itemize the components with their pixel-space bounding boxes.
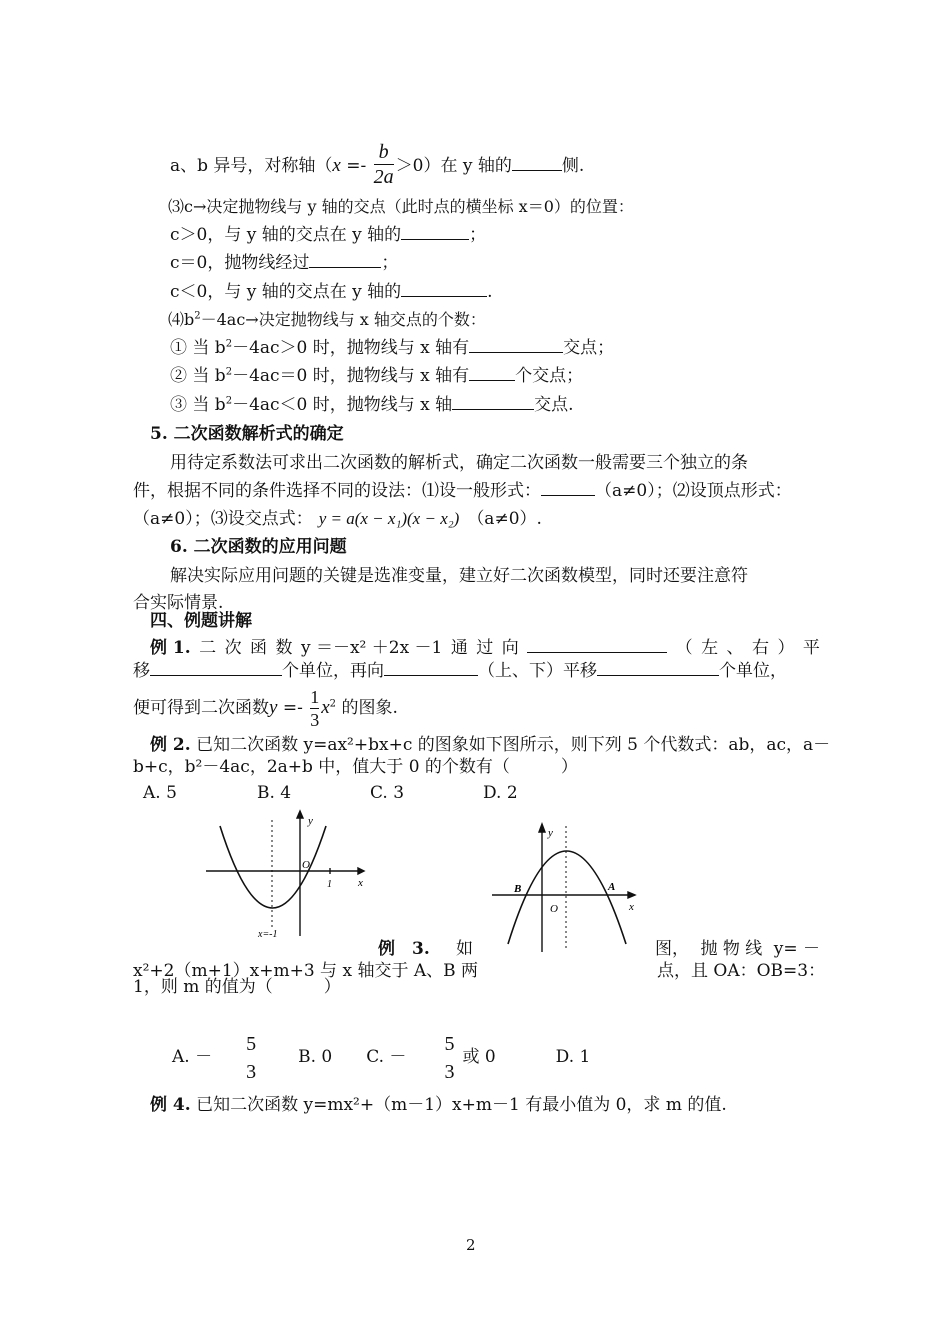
word: 左 bbox=[701, 638, 719, 658]
example-label: 例 1. bbox=[150, 638, 191, 658]
option-c-fraction bbox=[444, 1030, 454, 1086]
line-text: 的图象. bbox=[341, 698, 398, 718]
point-b-label: B bbox=[514, 883, 522, 895]
word: 图， bbox=[655, 939, 689, 959]
section-5-paragraph-line bbox=[133, 480, 792, 502]
frac-num: b bbox=[378, 141, 389, 163]
example-3-line-3: 1，则 m 的值为（ ） bbox=[133, 977, 341, 997]
discriminant-negative-line: ③ 当 $b^2-4ac<0$ 时，抛物线与 x 轴 交点. bbox=[170, 395, 574, 415]
example-2-option-b[interactable]: B. 4 bbox=[257, 783, 292, 803]
option-c-tail: 或 0 bbox=[462, 1047, 496, 1067]
word: 次 bbox=[224, 638, 242, 658]
var-x: x bbox=[321, 697, 330, 718]
example-label: 例 2. bbox=[150, 735, 191, 755]
example-3-line-1-right bbox=[655, 938, 820, 960]
word: （ bbox=[675, 638, 693, 658]
line-text: （上、下）平移 bbox=[478, 661, 597, 681]
example-4-line bbox=[150, 1094, 727, 1116]
section-6-paragraph-line: 解决实际应用问题的关键是选准变量，建立好二次函数模型，同时还要注意符 bbox=[170, 566, 748, 586]
section-5-title: 5. 二次函数解析式的确定 bbox=[150, 424, 344, 444]
example-2-line-2: b+c，b²－4ac，2a+b 中，值大于 0 的个数有（ ） bbox=[133, 757, 578, 777]
option-a-fraction bbox=[246, 1030, 256, 1086]
section-c-heading: ⑶c→决定抛物线与 y 轴的交点（此时点的横坐标 x＝0）的位置： bbox=[168, 197, 634, 216]
example-2-line-1 bbox=[150, 734, 830, 756]
option-c-label[interactable]: C. － bbox=[366, 1047, 407, 1067]
line-text: －4ac＝0 时，抛物线与 x 轴有 bbox=[232, 366, 470, 386]
y-label: y bbox=[308, 815, 313, 827]
line-text: （a≠0）. bbox=[467, 509, 542, 529]
word: 通 bbox=[450, 638, 468, 658]
point-a-label: A bbox=[608, 881, 616, 893]
line-text: （a≠0）；⑶设交点式： bbox=[133, 509, 313, 529]
line-text: ； bbox=[381, 253, 399, 273]
line-text: ② 当 b bbox=[170, 366, 226, 386]
section-5-paragraph-line bbox=[133, 508, 542, 530]
symmetry-axis-line bbox=[170, 142, 584, 191]
option-d-label[interactable]: D. 1 bbox=[555, 1047, 591, 1067]
line-text: ； bbox=[469, 225, 487, 245]
word: 过 bbox=[476, 638, 494, 658]
line-text: －4ac→决定抛物线与 x 轴交点的个数： bbox=[200, 310, 486, 329]
frac-den: 2a bbox=[373, 166, 394, 188]
origin-label: O bbox=[550, 903, 558, 915]
line-text: . bbox=[487, 282, 493, 302]
examples-section-title: 四、例题讲解 bbox=[150, 611, 252, 631]
option-b-label[interactable]: B. 0 bbox=[298, 1047, 333, 1067]
line-text: c＞0，与 y 轴的交点在 y 轴的 bbox=[170, 225, 402, 245]
line-text: 个单位，再向 bbox=[282, 661, 384, 681]
line-text: －4ac＞0 时，抛物线与 x 轴有 bbox=[232, 338, 470, 358]
fill-blank[interactable] bbox=[469, 337, 563, 353]
line-text: a、b 异号，对称轴（ bbox=[170, 156, 333, 176]
word: ） bbox=[777, 638, 795, 658]
word: 向 bbox=[501, 638, 519, 658]
y-label: y bbox=[548, 827, 553, 839]
word: 函 bbox=[250, 638, 268, 658]
function-expression: y ＝－x² ＋2x －1 bbox=[300, 638, 443, 658]
example-1-line-2 bbox=[133, 660, 787, 682]
fill-blank[interactable] bbox=[384, 660, 478, 676]
example-label: 例 4. bbox=[150, 1095, 191, 1115]
x-axis-arrow bbox=[628, 892, 635, 898]
line-text: －4ac＜0 时，抛物线与 x 轴 bbox=[232, 395, 453, 415]
fraction-one-third bbox=[310, 686, 319, 731]
example-2-option-a[interactable]: A. 5 bbox=[143, 783, 177, 803]
example-3-label: 例 3. bbox=[378, 939, 430, 959]
fill-blank[interactable] bbox=[150, 660, 282, 676]
line-text: 侧. bbox=[561, 156, 585, 176]
example-3-line-2-left: x²+2（m+1）x+m+3 与 x 轴交于 A、B 两 bbox=[133, 961, 479, 981]
x-label: x bbox=[629, 901, 634, 913]
frac-num: 5 bbox=[246, 1032, 257, 1055]
frac-den: 3 bbox=[310, 710, 320, 730]
discriminant-positive-line: ① 当 $b^2-4ac>0$ 时，抛物线与 x 轴有 交点； bbox=[170, 338, 615, 358]
example-3-options bbox=[172, 1026, 590, 1088]
line-text: 件，根据不同的条件选择不同的设法：⑴设一般形式： bbox=[133, 481, 541, 501]
frac-num: 1 bbox=[310, 687, 320, 707]
line-text: ⑷b bbox=[168, 310, 195, 329]
parabola-graph-upward bbox=[198, 808, 368, 940]
c-zero-line bbox=[170, 252, 398, 274]
tick-label-one: 1 bbox=[327, 879, 332, 890]
var-y: y bbox=[269, 697, 278, 718]
word: y= － bbox=[773, 939, 820, 959]
word: 抛 物 线 bbox=[700, 939, 763, 959]
frac-den: 3 bbox=[444, 1060, 455, 1083]
line-text: 便可得到二次函数 bbox=[133, 698, 269, 718]
example-1-line-1 bbox=[150, 637, 820, 659]
section-discriminant-heading: $⑷b^2-4ac\to$决定抛物线与 x 轴交点的个数： bbox=[168, 310, 486, 329]
line-text: ① 当 b bbox=[170, 338, 226, 358]
line-text: （a≠0）；⑵设顶点形式： bbox=[595, 481, 792, 501]
option-a-label[interactable]: A. － bbox=[172, 1047, 213, 1067]
line-text: 已知二次函数 y=mx²+（m－1）x+m－1 有最小值为 0，求 m 的值. bbox=[196, 1095, 727, 1115]
word: 数 bbox=[275, 638, 293, 658]
fill-blank[interactable] bbox=[309, 252, 381, 268]
line-text: 交点. bbox=[534, 395, 574, 415]
page-number: 2 bbox=[466, 1236, 476, 1254]
x-axis-arrow bbox=[358, 868, 364, 874]
word: 平 bbox=[802, 638, 820, 658]
section-6-title: 6. 二次函数的应用问题 bbox=[170, 537, 347, 557]
line-text: c＜0，与 y 轴的交点在 y 轴的 bbox=[170, 282, 402, 302]
section-5-paragraph-line: 用待定系数法可求出二次函数的解析式，确定二次函数一般需要三个独立的条 bbox=[170, 453, 748, 473]
fill-blank[interactable] bbox=[401, 281, 487, 297]
line-text: ＞0）在 y 轴的 bbox=[395, 156, 512, 176]
word: 右 bbox=[752, 638, 769, 658]
fraction-b-2a bbox=[374, 140, 394, 189]
line-text: 移 bbox=[133, 661, 150, 681]
parabola-graph-downward bbox=[488, 818, 638, 958]
line-text: 交点； bbox=[563, 338, 615, 358]
fill-blank[interactable] bbox=[452, 394, 534, 410]
frac-num: 5 bbox=[444, 1032, 455, 1055]
c-negative-line bbox=[170, 281, 493, 303]
fill-blank[interactable] bbox=[541, 480, 595, 496]
example-2-option-c[interactable]: C. 3 bbox=[370, 783, 405, 803]
word: 、 bbox=[726, 638, 744, 658]
fill-blank[interactable] bbox=[512, 155, 562, 171]
discriminant-zero-line: ② 当 $b^2-4ac=0$ 时，抛物线与 x 轴有 个交点； bbox=[170, 366, 584, 386]
example-2-option-d[interactable]: D. 2 bbox=[483, 783, 518, 803]
fill-blank[interactable] bbox=[527, 637, 667, 653]
parabola-curve bbox=[508, 851, 626, 944]
section-6-paragraph-line: 合实际情景. bbox=[133, 593, 224, 613]
fill-blank[interactable] bbox=[469, 365, 515, 381]
fill-blank[interactable] bbox=[597, 660, 719, 676]
line-text: 个交点； bbox=[515, 366, 584, 386]
line-text: ③ 当 b bbox=[170, 395, 226, 415]
var-x: x bbox=[332, 155, 341, 176]
fill-blank[interactable] bbox=[401, 224, 469, 240]
parabola-curve bbox=[220, 826, 326, 908]
equals-sign: =- bbox=[340, 156, 372, 176]
y-axis-arrow bbox=[539, 824, 545, 832]
symmetry-axis-label: x=-1 bbox=[258, 929, 278, 940]
word: 二 bbox=[199, 638, 217, 658]
y-axis-arrow bbox=[297, 811, 303, 818]
example-3-word: 如 bbox=[456, 939, 473, 959]
example-3-line-2-right: 点，且 OA：OB=3： bbox=[657, 961, 826, 981]
origin-label: O bbox=[302, 859, 310, 871]
intercept-form-formula: y = a(x − x₁)(x − x₂) bbox=[318, 509, 460, 528]
x-label: x bbox=[358, 877, 363, 889]
line-text: 个单位， bbox=[719, 661, 787, 681]
frac-den: 3 bbox=[246, 1060, 257, 1083]
equals-sign: =- bbox=[277, 698, 309, 718]
line-text: c＝0，抛物线经过 bbox=[170, 253, 310, 273]
example-1-line-3: 便可得到二次函数y =- $\frac{1}{3}$ $x^2$ 的图象. bbox=[133, 687, 398, 730]
line-text: 已知二次函数 y=ax²+bx+c 的图象如下图所示，则下列 5 个代数式：ab，ac，a－ bbox=[196, 735, 831, 755]
c-positive-line bbox=[170, 224, 486, 246]
